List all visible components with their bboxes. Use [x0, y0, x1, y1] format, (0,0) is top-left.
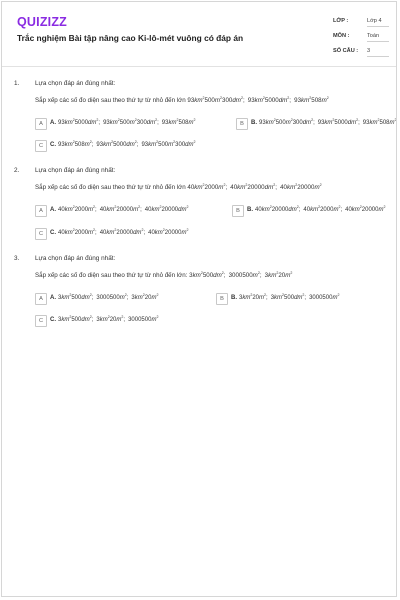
math-term: $40km^220000dm^2$; — [230, 183, 277, 191]
worksheet-page — [1, 1, 397, 597]
question-stem: Sắp xếp các số đo diện sau theo thứ tự từ nhỏ đến lớn $40km^22000m^2$; $40km^220000dm^2$; $40km^220000m^2$ — [35, 183, 322, 191]
meta-count-value: 3 — [367, 48, 389, 57]
math-term: $40km^220000m^2$; — [99, 205, 142, 213]
option-box[interactable]: C — [35, 315, 47, 327]
math-term: $93km^2508m^2$ — [294, 96, 329, 104]
math-term: $3000500m^2$ — [309, 293, 340, 301]
math-term: $40km^220000m^2$ — [280, 183, 322, 191]
math-term: $40km^220000m^2$ — [148, 228, 189, 236]
question-instruction: Lựa chọn đáp án đúng nhất: — [35, 255, 116, 262]
meta-grade-value: Lớp 4 — [367, 18, 389, 27]
option-box[interactable]: C — [35, 228, 47, 240]
meta-count — [333, 46, 389, 60]
math-term: $3km^2500dm^2$; — [58, 315, 94, 323]
option-box[interactable]: A — [35, 293, 47, 305]
math-term: $40km^220000dm^2$ — [144, 205, 189, 213]
option-box[interactable]: C — [35, 140, 47, 152]
option-text: C. $93km^2508m^2$; $93km^25000dm^2$; $93km^2500m^2300dm^2$ — [50, 140, 196, 148]
math-term: $93km^25000dm^2$; — [58, 118, 101, 126]
math-term: $3000500m^2$ — [128, 315, 159, 323]
math-term: $93km^25000dm^2$; — [247, 96, 292, 104]
question-number: 3. — [14, 255, 20, 262]
stem-expression — [187, 184, 321, 191]
meta-count-label: SỐ CÂU : — [333, 48, 359, 54]
option-box[interactable]: A — [35, 205, 47, 217]
option-box[interactable]: A — [35, 118, 47, 130]
stem-expression — [189, 272, 292, 279]
math-term: $93km^25000dm^2$; — [96, 140, 139, 148]
math-term: $93km^2508m^2$ — [161, 118, 196, 126]
question-stem: Sắp xếp các số đo diện sau theo thứ tự từ nhỏ đến lớn: $3km^2500dm^2$; $3000500m^2$; $3km^220m^2$ — [35, 271, 293, 279]
math-term: $93km^2508m^2$ — [362, 118, 397, 126]
meta-subject-label: MÔN : — [333, 33, 350, 39]
option-box[interactable]: B — [236, 118, 248, 130]
meta-subject — [333, 31, 389, 45]
question-instruction: Lựa chọn đáp án đúng nhất: — [35, 80, 116, 87]
option-box[interactable]: B — [216, 293, 228, 305]
math-term: $3km^220m^2$; — [239, 293, 268, 301]
math-term: $93km^2508m^2$; — [58, 140, 94, 148]
math-term: $93km^2500m^2300dm^2$; — [187, 96, 245, 104]
math-term: $3km^220m^2$ — [131, 293, 159, 301]
math-term: $93km^2500m^2300dm^2$ — [141, 140, 196, 148]
math-term: $3000500m^2$; — [228, 271, 262, 279]
math-term: $40km^22000m^2$; — [58, 205, 97, 213]
question-instruction: Lựa chọn đáp án đúng nhất: — [35, 167, 116, 174]
math-term: $40km^220000dm^2$; — [255, 205, 301, 213]
math-term: $40km^22000m^2$; — [303, 205, 343, 213]
option-text: C. $40km^22000m^2$; $40km^220000dm^2$; $40km^220000m^2$ — [50, 228, 189, 236]
meta-grade — [333, 16, 389, 30]
question-number: 1. — [14, 80, 20, 87]
option-box[interactable]: B — [232, 205, 244, 217]
math-term: $93km^2500m^2300dm^2$; — [103, 118, 159, 126]
worksheet-header — [2, 2, 396, 67]
meta-grade-label: LỚP : — [333, 18, 349, 24]
option-text: B. $93km^2500m^2300dm^2$; $93km^25000dm^2$; $93km^2508m^2$ — [251, 118, 397, 126]
math-term: $3km^2500dm^2$; — [189, 271, 226, 279]
math-term: $93km^2500m^2300dm^2$; — [259, 118, 315, 126]
math-term: $3km^2500dm^2$; — [270, 293, 307, 301]
option-text: A. $3km^2500dm^2$; $3000500m^2$; $3km^220m^2$ — [50, 293, 159, 301]
option-text: A. $40km^22000m^2$; $40km^220000m^2$; $40km^220000dm^2$ — [50, 205, 189, 213]
worksheet-title: Trắc nghiệm Bài tập nâng cao Ki-lô-mét vuông có đáp án — [17, 33, 244, 43]
math-term: $40km^22000m^2$; — [58, 228, 97, 236]
option-text: B. $40km^220000dm^2$; $40km^22000m^2$; $40km^220000m^2$ — [247, 205, 386, 213]
option-text: C. $3km^2500dm^2$; $3km^220m^2$; $3000500m^2$ — [50, 315, 159, 323]
math-term: $3km^220m^2$ — [264, 271, 293, 279]
stem-expression — [187, 97, 328, 104]
math-term: $40km^220000m^2$ — [345, 205, 386, 213]
question-stem: Sắp xếp các số đo diện sau theo thứ tự từ nhỏ đến lớn $93km^2500m^2300dm^2$; $93km^25000dm^2$; $93km^2508m^2$ — [35, 96, 329, 104]
math-term: $3000500m^2$; — [96, 293, 129, 301]
option-text: A. $93km^25000dm^2$; $93km^2500m^2300dm^2$; $93km^2508m^2$ — [50, 118, 196, 126]
math-term: $3km^220m^2$; — [96, 315, 126, 323]
question-number: 2. — [14, 167, 20, 174]
option-text: B. $3km^220m^2$; $3km^2500dm^2$; $3000500m^2$ — [231, 293, 340, 301]
math-term: $40km^220000dm^2$; — [99, 228, 146, 236]
math-term: $40km^22000m^2$; — [187, 183, 228, 191]
math-term: $93km^25000dm^2$; — [317, 118, 360, 126]
meta-subject-value: Toán — [367, 33, 389, 42]
math-term: $3km^2500dm^2$; — [58, 293, 94, 301]
quizizz-logo: QUIZIZZ — [17, 15, 68, 29]
